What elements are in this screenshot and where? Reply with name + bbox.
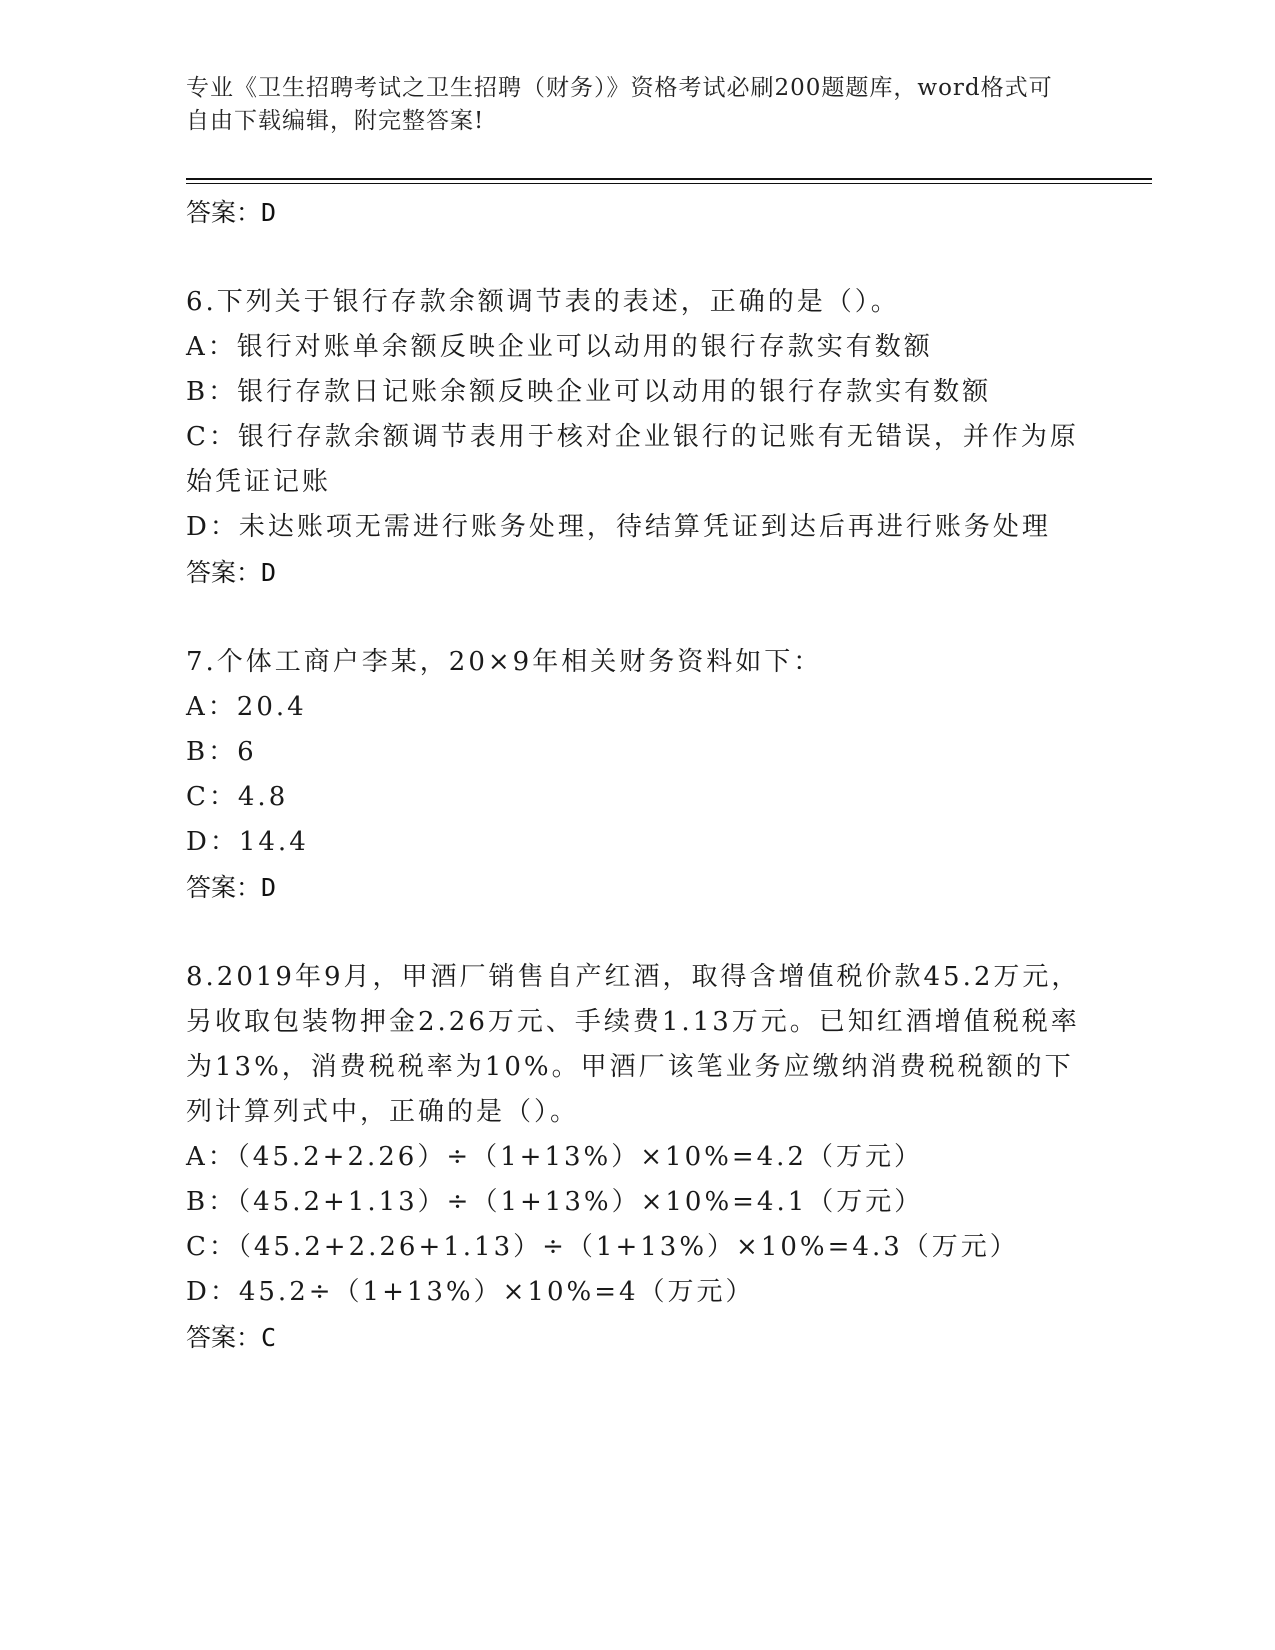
option-a: A：20.4 [186,692,307,722]
option-a: A：（45.2+2.26）÷（1+13%）×10%=4.2（万元） [186,1142,923,1172]
option-c: C：银行存款余额调节表用于核对企业银行的记账有无错误，并作为原始凭证记账 [186,422,1079,497]
question-8 [186,955,1086,1360]
question-content [186,190,1086,1360]
question-stem: 6.下列关于银行存款余额调节表的表述，正确的是（）。 [186,287,900,317]
option-b: B：银行存款日记账余额反映企业可以动用的银行存款实有数额 [186,377,992,407]
question-stem: 7.个体工商户李某，20×9年相关财务资料如下： [186,647,823,677]
option-d: D：14.4 [186,827,309,857]
option-a: A：银行对账单余额反映企业可以动用的银行存款实有数额 [186,332,933,362]
header-divider [186,178,1152,180]
question-6 [186,280,1086,595]
answer: 答案：D [186,558,277,587]
option-d: D：45.2÷（1+13%）×10%=4（万元） [186,1277,755,1307]
option-b: B：（45.2+1.13）÷（1+13%）×10%=4.1（万元） [186,1187,924,1217]
previous-answer: 答案：D [186,198,277,227]
question-stem: 8.2019年9月，甲酒厂销售自产红酒，取得含增值税价款45.2万元，另收取包装物押金2.26万元、手续费1.13万元。已知红酒增值税税率为13%，消费税税率为10%。甲酒厂该笔业务应缴纳消费税税额的下列计算列式中，正确的是（）。 [186,962,1081,1127]
option-c: C：4.8 [186,782,289,812]
option-d: D：未达账项无需进行账务处理，待结算凭证到达后再进行账务处理 [186,512,1051,542]
page-header: 专业《卫生招聘考试之卫生招聘（财务）》资格考试必刷200题题库，word格式可自由下载编辑，附完整答案! [186,75,1053,134]
answer: 答案：D [186,873,277,902]
option-b: B：6 [186,737,257,767]
header-divider-thin [186,183,1152,184]
question-7 [186,640,1086,910]
answer: 答案：C [186,1323,277,1352]
option-c: C：（45.2+2.26+1.13）÷（1+13%）×10%=4.3（万元） [186,1232,1019,1262]
